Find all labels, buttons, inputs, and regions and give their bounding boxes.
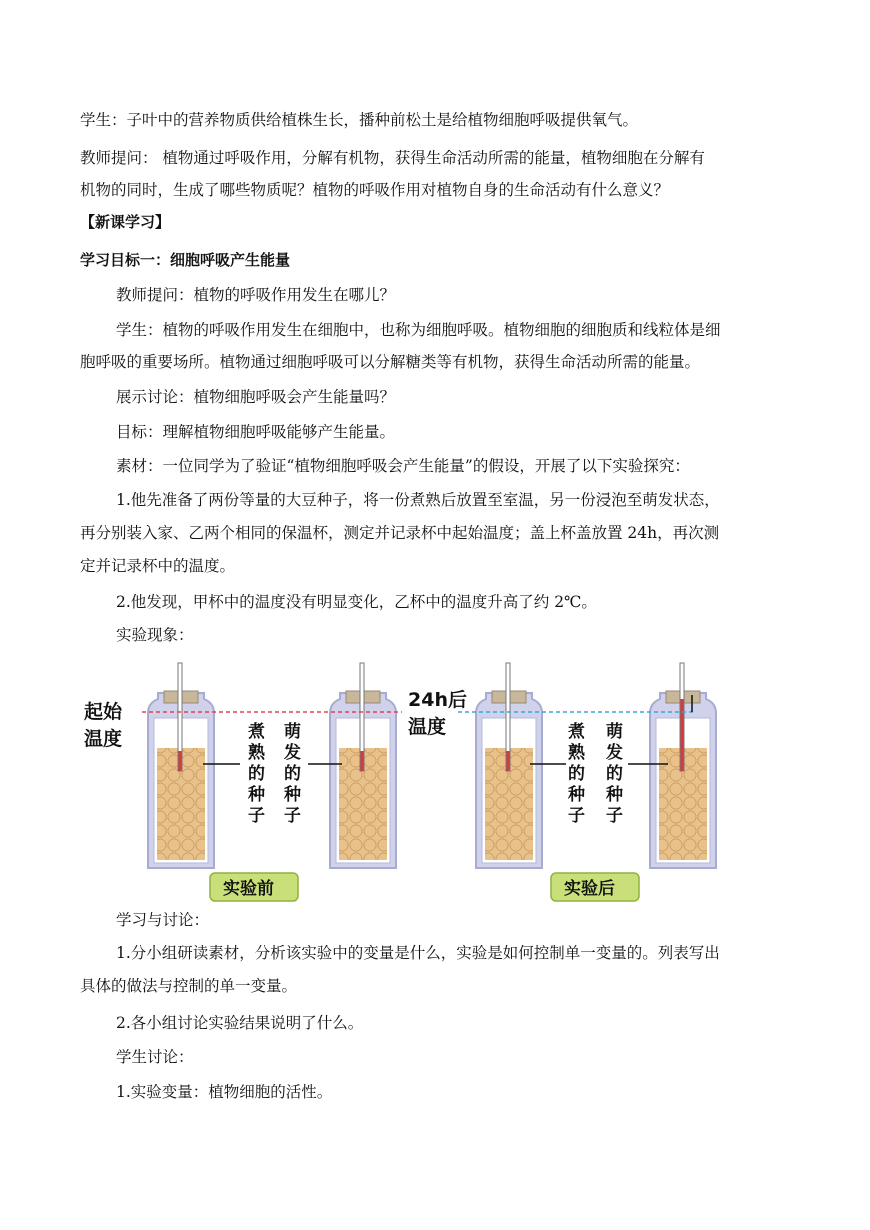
svg-text:发: 发 xyxy=(284,743,301,763)
start-temp-label-2: 温度 xyxy=(84,728,123,750)
paragraph: 1.分小组研读素材，分析该实验中的变量是什么，实验是如何控制单一变量的。列表写出 xyxy=(116,944,720,962)
svg-text:子: 子 xyxy=(568,806,585,826)
flask-after-boiled xyxy=(476,663,542,868)
svg-text:煮: 煮 xyxy=(568,722,585,742)
paragraph: 胞呼吸的重要场所。植物通过细胞呼吸可以分解糖类等有机物，获得生命活动所需的能量。 xyxy=(80,353,701,371)
paragraph: 教师提问：植物的呼吸作用发生在哪儿？ xyxy=(116,286,396,304)
caption-before: 实验前 xyxy=(223,879,274,899)
svg-text:的: 的 xyxy=(284,764,301,784)
sprouted-seeds-label-after xyxy=(605,722,623,826)
paragraph: 学生：植物的呼吸作用发生在细胞中，也称为细胞呼吸。植物细胞的细胞质和线粒体是细 xyxy=(116,321,721,339)
svg-text:发: 发 xyxy=(606,743,623,763)
svg-text:种: 种 xyxy=(284,785,301,805)
paragraph: 再分别装入家、乙两个相同的保温杯，测定并记录杯中起始温度；盖上杯盖放置 24h，再次测 xyxy=(80,524,720,542)
paragraph: 1.他先准备了两份等量的大豆种子，将一份煮熟后放置至室温，另一份浸泡至萌发状态， xyxy=(116,491,720,509)
end-temp-label-2: 温度 xyxy=(408,716,447,738)
experiment-figure xyxy=(80,655,720,905)
paragraph: 2.他发现，甲杯中的温度没有明显变化，乙杯中的温度升高了约 2℃。 xyxy=(116,593,597,611)
flask-after-sprouted xyxy=(650,663,716,868)
paragraph: 机物的同时，生成了哪些物质呢？植物的呼吸作用对植物自身的生命活动有什么意义？ xyxy=(80,181,670,199)
paragraph: 目标：理解植物细胞呼吸能够产生能量。 xyxy=(116,423,396,441)
paragraph: 定并记录杯中的温度。 xyxy=(80,557,236,575)
svg-text:熟: 熟 xyxy=(248,743,265,763)
paragraph: 1.实验变量：植物细胞的活性。 xyxy=(116,1083,333,1101)
paragraph: 具体的做法与控制的单一变量。 xyxy=(80,977,298,995)
paragraph: 学生：子叶中的营养物质供给植株生长，播种前松土是给植物细胞呼吸提供氧气。 xyxy=(80,111,639,129)
svg-text:子: 子 xyxy=(284,806,301,826)
section-heading: 【新课学习】 xyxy=(80,213,171,231)
boiled-seeds-label-after xyxy=(567,721,586,826)
paragraph: 学习与讨论： xyxy=(116,911,210,929)
boiled-seeds-label-before xyxy=(247,721,266,826)
paragraph: 展示讨论：植物细胞呼吸会产生能量吗？ xyxy=(116,388,396,406)
caption-after: 实验后 xyxy=(564,879,615,899)
paragraph: 学生讨论： xyxy=(116,1048,194,1066)
svg-text:的: 的 xyxy=(248,764,265,784)
flask-before-sprouted xyxy=(330,663,396,868)
svg-text:萌: 萌 xyxy=(284,722,301,742)
svg-text:煮: 煮 xyxy=(248,722,265,742)
svg-text:熟: 熟 xyxy=(568,743,585,763)
svg-text:种: 种 xyxy=(248,785,265,805)
paragraph: 素材：一位同学为了验证“植物细胞呼吸会产生能量”的假设，开展了以下实验探究： xyxy=(116,457,690,475)
subsection-heading: 学习目标一：细胞呼吸产生能量 xyxy=(80,251,291,269)
svg-text:子: 子 xyxy=(248,806,265,826)
paragraph: 教师提问： 植物通过呼吸作用，分解有机物，获得生命活动所需的能量，植物细胞在分解有 xyxy=(80,149,705,167)
paragraph: 2.各小组讨论实验结果说明了什么。 xyxy=(116,1014,364,1032)
svg-text:的: 的 xyxy=(568,764,585,784)
sprouted-seeds-label-before xyxy=(283,722,301,826)
svg-text:萌: 萌 xyxy=(606,722,623,742)
end-temp-label-1: 24h后 xyxy=(408,689,467,711)
svg-text:种: 种 xyxy=(606,785,623,805)
svg-text:种: 种 xyxy=(568,785,585,805)
svg-text:子: 子 xyxy=(606,806,623,826)
paragraph: 实验现象： xyxy=(116,626,194,644)
start-temp-label-1: 起始 xyxy=(84,701,123,723)
svg-text:的: 的 xyxy=(606,764,623,784)
flask-before-boiled xyxy=(148,663,214,868)
